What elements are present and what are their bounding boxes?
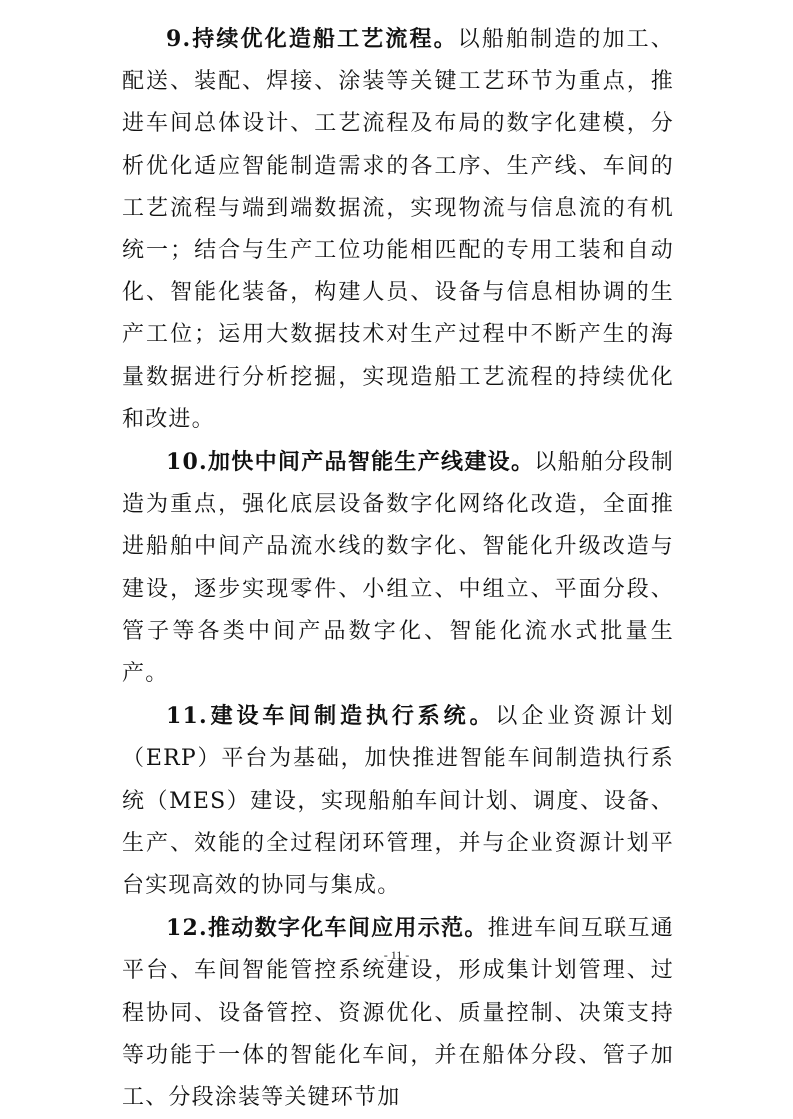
paragraph-12-body: 推进车间互联互通平台、车间智能管控系统建设，形成集计划管理、过程协同、设备管控、资源优化、质量控制、决策支持等功能于一体的智能化车间，并在船体分段、管子加工、分段涂装等关键环节加: [122, 916, 674, 1111]
paragraph-10-body: 以船舶分段制造为重点，强化底层设备数字化网络化改造，全面推进船舶中间产品流水线的数字化、智能化升级改造与建设，逐步实现零件、小组立、中组立、平面分段、管子等各类中间产品数字化、智能化流水式批量生产。: [122, 450, 674, 687]
paragraph-12-title: 12.推动数字化车间应用示范。: [166, 915, 488, 942]
paragraph-10: [122, 441, 674, 695]
paragraph-11: [122, 695, 674, 907]
paragraph-12: [122, 907, 674, 1119]
paragraph-9-title: 9.持续优化造船工艺流程。: [166, 26, 458, 52]
paragraph-11-body: 以企业资源计划（ERP）平台为基础，加快推进智能车间制造执行系统（MES）建设，实现船舶车间计划、调度、设备、生产、效能的全过程闭环管理，并与企业资源计划平台实现高效的协同与集成。: [122, 704, 674, 899]
page-number: - 11 -: [383, 948, 410, 962]
paragraph-11-title: 11.建设车间制造执行系统。: [166, 703, 496, 730]
paragraph-10-title: 10.加快中间产品智能生产线建设。: [166, 449, 535, 476]
paragraph-9-body: 以船舶制造的加工、配送、装配、焊接、涂装等关键工艺环节为重点，推进车间总体设计、工艺流程及布局的数字化建模，分析优化适应智能制造需求的各工序、生产线、车间的工艺流程与端到端数据流，实现物流与信息流的有机统一；结合与生产工位功能相匹配的专用工装和自动化、智能化装备，构建人员、设备与信息相协调的生产工位；运用大数据技术对生产过程中不断产生的海量数据进行分析挖掘，实现造船工艺流程的持续优化和改进。: [122, 27, 674, 432]
paragraph-9: [122, 18, 674, 441]
